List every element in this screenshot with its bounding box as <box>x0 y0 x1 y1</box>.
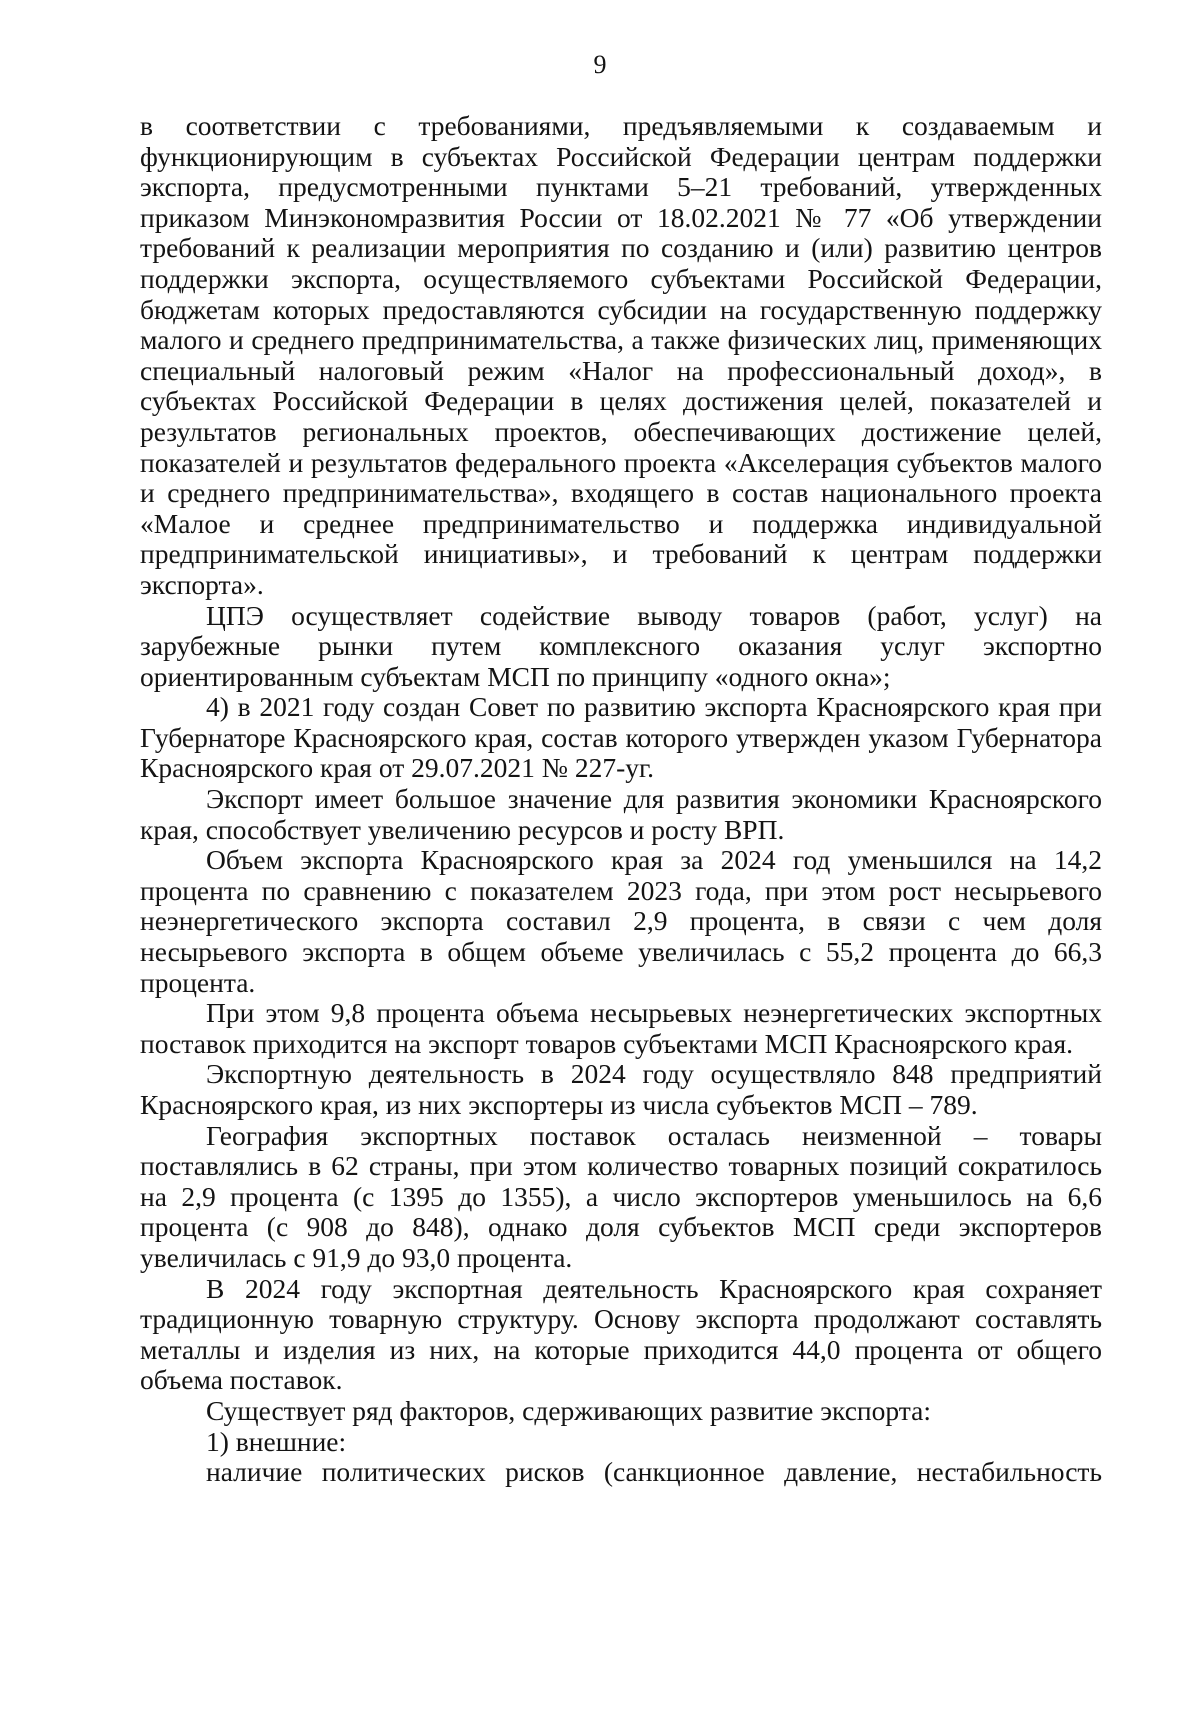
paragraph-factors-intro: Существует ряд факторов, сдерживающих развитие экспорта: <box>206 1394 931 1426</box>
page-number: 9 <box>593 50 607 79</box>
paragraph-sme-share: При этом 9,8 процента объема несырьевых неэнергетических экспортных поставок приходится на экспорт товаров субъектами МСП Красноярского края. <box>140 997 1102 1059</box>
body-text <box>140 111 1102 1488</box>
paragraph-export-volume: Объем экспорта Красноярского края за 2024 год уменьшился на 14,2 процента по сравнению с показателем 2023 года, при этом рост несырьевого неэнергетического экспорта составил 2,9 процента, в связи с чем доля несырьевого экспорта в общем объеме увеличилась с 55,2 процента до 66,3 процента. <box>140 844 1102 998</box>
paragraph-external-factors: 1) внешние: <box>206 1425 347 1457</box>
paragraph-political-risks: наличие политических рисков (санкционное давление, нестабильность <box>206 1456 1102 1488</box>
paragraph-export-importance: Экспорт имеет большое значение для развития экономики Красноярского края, способствует увеличению ресурсов и росту ВРП. <box>140 783 1102 845</box>
paragraph-exporters-count: Экспортную деятельность в 2024 году осуществляло 848 предприятий Красноярского края, из них экспортеры из числа субъектов МСП – 789. <box>140 1058 1102 1120</box>
paragraph-export-council: 4) в 2021 году создан Совет по развитию экспорта Красноярского края при Губернаторе Красноярского края, состав которого утвержден указом Губернатора Красноярского края от 29.07.2021 № 227-уг. <box>140 691 1102 784</box>
paragraph-cpe-requirements: в соответствии с требованиями, предъявляемыми к создаваемым и функционирующим в субъектах Российской Федерации центрам поддержки экспорта, предусмотренными пунктами 5–21 требований, утвержденных приказом Минэкономразвития России от 18.02.2021 № 77 «Об утверждении требований к реализации мероприятия по созданию и (или) развитию центров поддержки экспорта, осуществляемого субъектами Российской Федерации, бюджетам которых предоставляются субсидии на государственную поддержку малого и среднего предпринимательства, а также физических лиц, применяющих специальный налоговый режим «Налог на профессиональный доход», в субъектах Российской Федерации в целях достижения целей, показателей и результатов региональных проектов, обеспечивающих достижение целей, показателей и результатов федерального проекта «Акселерация субъектов малого и среднего предпринимательства», входящего в состав национального проекта «Малое и среднее предпринимательство и поддержка индивидуальной предпринимательской инициативы», и требований к центрам поддержки экспорта». <box>140 110 1102 600</box>
paragraph-cpe-services: ЦПЭ осуществляет содействие выводу товаров (работ, услуг) на зарубежные рынки путем комплексного оказания услуг экспортно ориентированным субъектам МСП по принципу «одного окна»; <box>140 599 1102 692</box>
paragraph-export-structure: В 2024 году экспортная деятельность Красноярского края сохраняет традиционную товарную структуру. Основу экспорта продолжают составлять металлы и изделия из них, на которые приходится 44,0 процента от общего объема поставок. <box>140 1272 1102 1396</box>
paragraph-export-geography: География экспортных поставок осталась неизменной – товары поставлялись в 62 страны, при этом количество товарных позиций сократилось на 2,9 процента (с 1395 до 1355), а число экспортеров уменьшилось на 6,6 процента (с 908 до 848), однако доля субъектов МСП среди экспортеров увеличилась с 91,9 до 93,0 процента. <box>140 1119 1102 1273</box>
